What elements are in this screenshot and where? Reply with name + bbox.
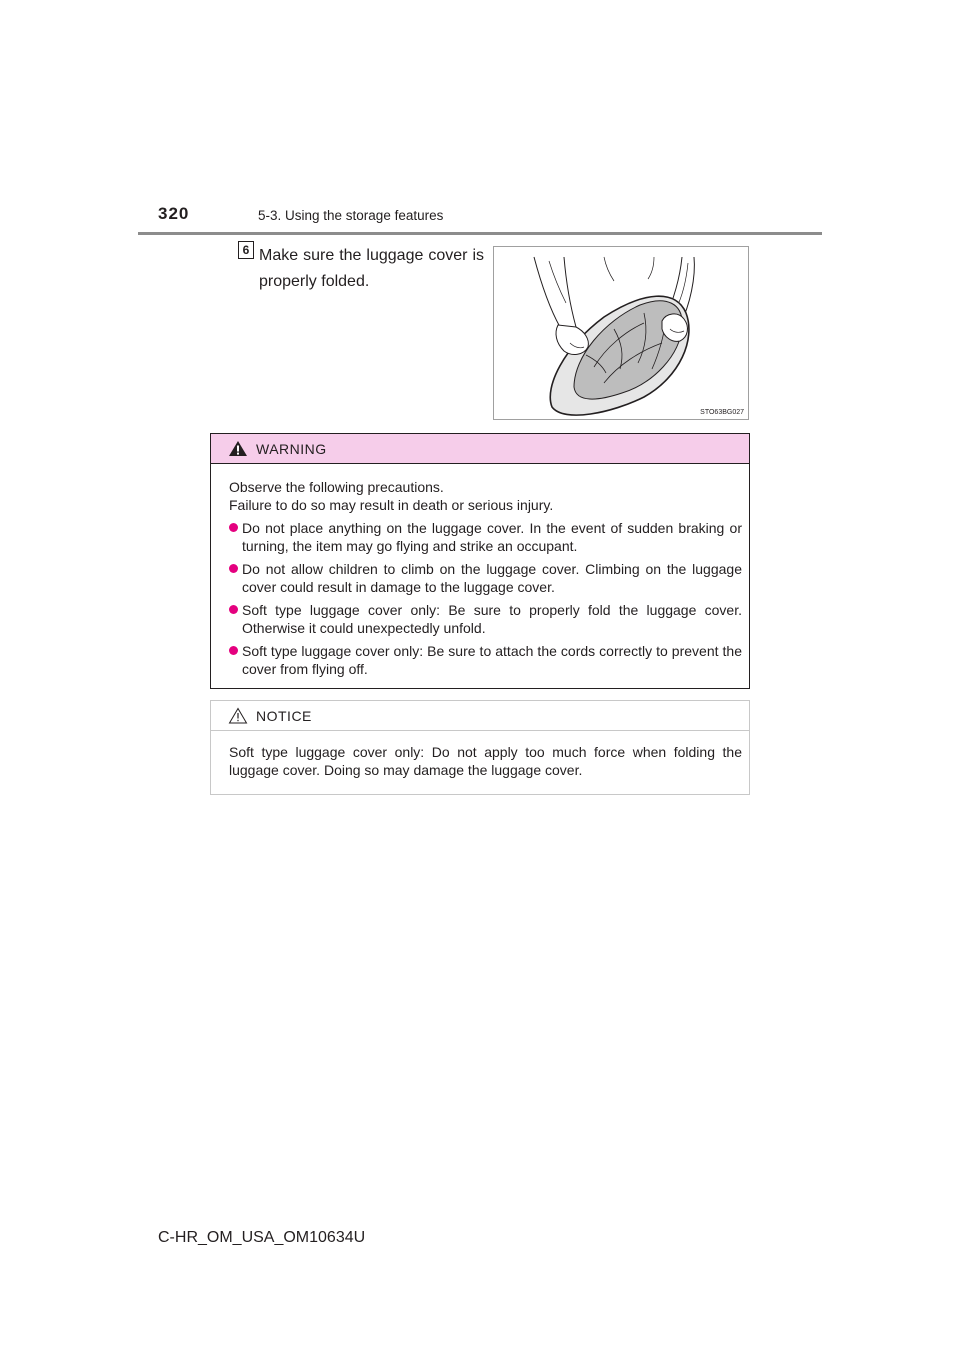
- warning-list: [229, 519, 742, 678]
- warning-body: [211, 464, 749, 678]
- warning-triangle-icon: [228, 440, 248, 457]
- bullet-dot: [229, 564, 238, 573]
- notice-text: Soft type luggage cover only: Do not apply too much force when folding the luggage cover. Doing so may damage the luggage cover.: [229, 744, 742, 778]
- bullet-dot: [229, 646, 238, 655]
- notice-label: NOTICE: [256, 708, 312, 724]
- warning-item-text: Do not allow children to climb on the luggage cover. Climbing on the luggage cover could result in damage to the luggage cover.: [242, 561, 742, 595]
- page-number: 320: [158, 204, 190, 223]
- warning-item-text: Do not place anything on the luggage cover. In the event of sudden braking or turning, the item may go flying and strike an occupant.: [242, 520, 742, 554]
- warning-consequence: Failure to do so may result in death or serious injury.: [229, 497, 554, 513]
- warning-intro: Observe the following precautions.: [229, 479, 444, 495]
- figure-id-label: STO63BG027: [700, 409, 744, 416]
- warning-item: [229, 560, 742, 596]
- warning-item-text: Soft type luggage cover only: Be sure to attach the cords correctly to prevent the cover from flying off.: [242, 643, 742, 677]
- bullet-dot: [229, 605, 238, 614]
- warning-item: [229, 519, 742, 555]
- bullet-dot: [229, 523, 238, 532]
- warning-header: [211, 434, 749, 464]
- folding-luggage-cover-illustration: [494, 247, 749, 420]
- notice-box: [210, 700, 750, 795]
- document-code: C-HR_OM_USA_OM10634U: [158, 1229, 366, 1246]
- warning-item: [229, 601, 742, 637]
- caution-triangle-outline-icon: [228, 707, 248, 724]
- step-instruction: Make sure the luggage cover is properly folded.: [259, 247, 484, 290]
- warning-item: [229, 642, 742, 678]
- header-divider: [138, 232, 822, 235]
- step-number-badge: 6: [238, 241, 254, 259]
- luggage-cover-figure: [493, 246, 749, 420]
- warning-item-text: Soft type luggage cover only: Be sure to properly fold the luggage cover. Otherwise it could unexpectedly unfold.: [242, 602, 742, 636]
- warning-label: WARNING: [256, 441, 327, 457]
- warning-box: [210, 433, 750, 689]
- section-title: 5-3. Using the storage features: [258, 208, 444, 223]
- notice-header: [211, 701, 749, 731]
